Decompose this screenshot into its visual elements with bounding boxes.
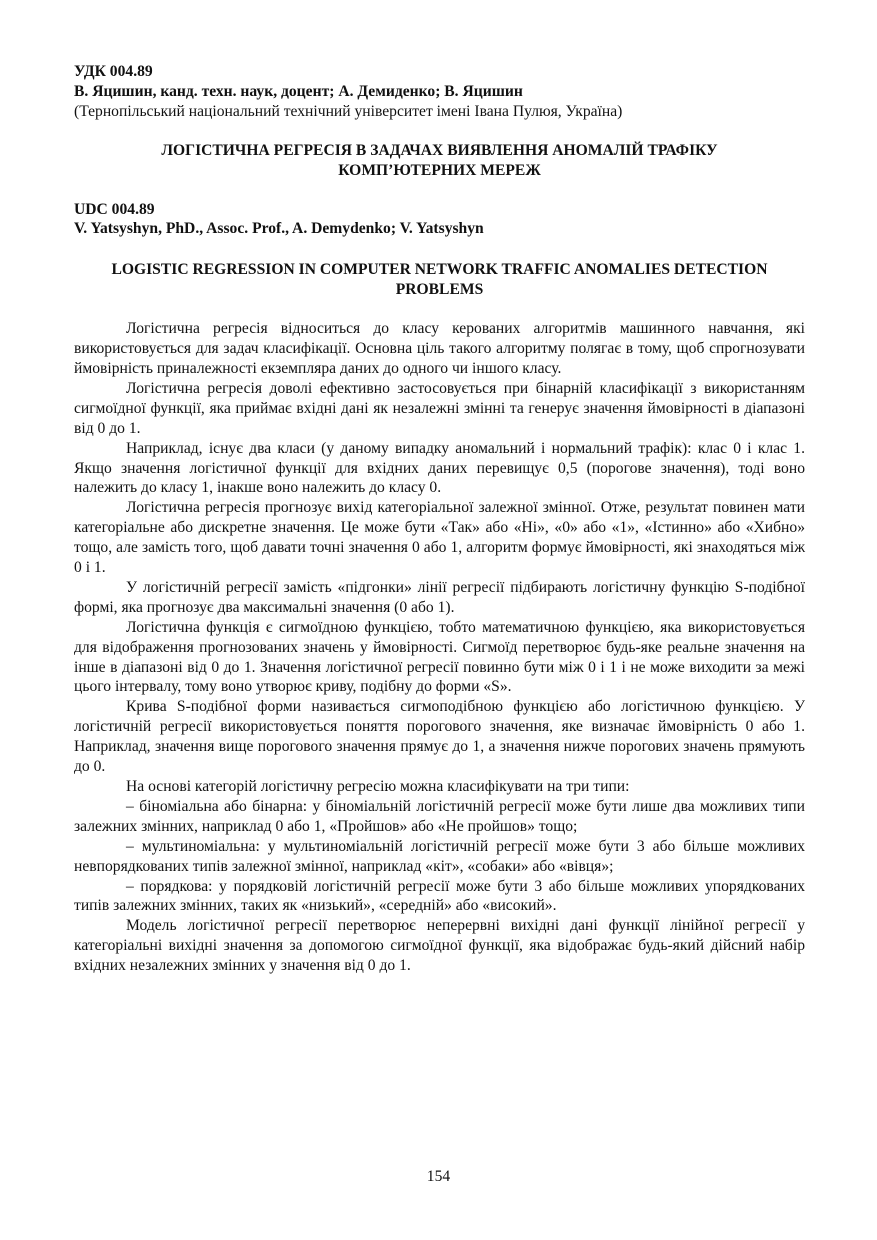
ua-affiliation: (Тернопільський національний технічний університет імені Івана Пулюя, Україна) [74, 102, 623, 120]
paragraph: Логістична регресія прогнозує вихід категоріальної залежної змінної. Отже, результат повинен мати категоріальне або дискретне значення. Це може бути «Так» або «Ні», «0» або «1», «Істинно» або «Хибно» тощо, але замість того, щоб давати точні значення 0 або 1, алгоритм формує ймовірності, які знаходяться між 0 і 1. [74, 499, 805, 577]
page-number: 154 [426, 1168, 451, 1185]
paragraph: У логістичній регресії замість «підгонки» лінії регресії підбирають логістичну функцію S-подібної формі, яка прогнозує два максимальні значення (0 або 1). [74, 578, 805, 616]
en-authors: V. Yatsyshyn, PhD., Assoc. Prof., A. Demydenko; V. Yatsyshyn [74, 220, 484, 238]
paragraph: Модель логістичної регресії перетворює неперервні вихідні дані функції лінійної регресії у категоріальні вихідні значення за допомогою сигмоїдної функції, яка відображає будь-який дійсний набір вхідних незалежних змінних у значення від 0 до 1. [74, 917, 805, 975]
en-title: LOGISTIC REGRESSION IN COMPUTER NETWORK TRAFFIC ANOMALIES DETECTION PROBLEMS [111, 261, 768, 299]
paragraph: Логістична функція є сигмоїдною функцією, тобто математичною функцією, яка використовується для відображення прогнозованих значень у ймовірності. Сигмоїд перетворює будь-яке реальне значення на інше в діапазоні від 0 до 1. Значення логістичної регресії повинно бути між 0 і 1 і не може виходити за межі цього інтервалу, тому воно утворює криву, подібну до форми «S». [74, 618, 805, 696]
list-item-binomial: – біноміальна або бінарна: у біноміальній логістичній регресії може бути лише два можливих типи залежних змінних, наприклад 0 або 1, «Пройшов» або «Не пройшов» тощо; [74, 797, 805, 835]
article-body [74, 319, 805, 976]
en-udc: UDC 004.89 [74, 200, 155, 218]
list-item-ordinal: – порядкова: у порядковій логістичній регресії може бути 3 або більше можливих упорядкованих типів залежних змінних, таких як «низький», «середній» або «високий». [74, 877, 805, 915]
paragraph: Логістична регресія доволі ефективно застосовується при бінарній класифікації з використанням сигмоїдної функції, яка приймає вхідні дані як незалежні змінні та генерує значення ймовірності в діапазоні від 0 до 1. [74, 379, 805, 437]
list-item-multinomial: – мультиноміальна: у мультиноміальній логістичній регресії може бути 3 або більше можливих невпорядкованих типів залежної змінної, наприклад «кіт», «собаки» або «вівця»; [74, 837, 805, 875]
ua-udc: УДК 004.89 [74, 63, 153, 80]
ua-title: ЛОГІСТИЧНА РЕГРЕСІЯ В ЗАДАЧАХ ВИЯВЛЕННЯ АНОМАЛІЙ ТРАФІКУ КОМП’ЮТЕРНИХ МЕРЕЖ [161, 141, 718, 179]
paragraph: Наприклад, існує два класи (у даному випадку аномальний і нормальний трафік): клас 0 і клас 1. Якщо значення логістичної функції для вхідних даних перевищує 0,5 (порогове значення), тоді воно належить до класу 1, інакше воно належить до класу 0. [74, 439, 805, 497]
paragraph: На основі категорій логістичну регресію можна класифікувати на три типи: [126, 778, 630, 795]
ua-authors: В. Яцишин, канд. техн. наук, доцент; А. Демиденко; В. Яцишин [74, 82, 523, 100]
document-page [74, 62, 805, 976]
paragraph: Крива S-подібної форми називається сигмоподібною функцією або логістичною функцією. У логістичній регресії використовується поняття порогового значення, яке визначає ймовірність 0 або 1. Наприклад, значення вище порогового значення прямує до 1, а значення нижче порогових значень прямують до 0. [74, 698, 805, 776]
paragraph: Логістична регресія відноситься до класу керованих алгоритмів машинного навчання, які використовується для задач класифікації. Основна ціль такого алгоритму полягає в тому, щоб спрогнозувати ймовірність приналежності екземпляра даних до одного чи іншого класу. [74, 320, 805, 377]
